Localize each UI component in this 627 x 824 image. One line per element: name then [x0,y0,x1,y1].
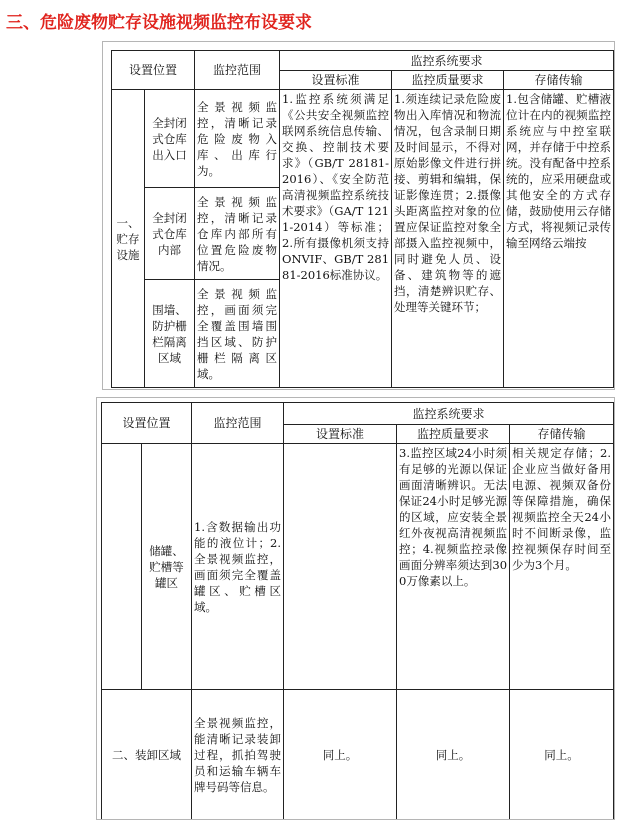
table1-row2-location: 全封闭式仓库内部 [145,188,195,280]
table2-header-position: 设置位置 [102,403,192,444]
table2-row2-storage: 同上。 [510,690,614,820]
table2-row2-scope: 全景视频监控，能清晰记录装卸过程，抓拍驾驶员和运输车辆车牌号码等信息。 [192,690,284,820]
table2-row1-quality: 3.监控区域24小时须有足够的光源以保证画面清晰辨识。无法保证24小时足够光源的区域，应安装全景红外夜视高清视频监控；4.视频监控录像画面分辨率须达到300万像素以上。 [397,444,510,690]
table2-row2-standard: 同上。 [284,690,397,820]
table1-group-label: 一、贮存设施 [112,90,145,388]
table2 [101,402,614,820]
table2-row1-storage: 相关规定存储；2.企业应当做好备用电源、视频双备份等保障措施，确保视频监控全天24小时不间断录像，监控视频保存时间至少为3个月。 [510,444,614,690]
table2-frame [96,397,615,820]
table2-header-requirements: 监控系统要求 [284,403,614,425]
table1-storage-text: 1.包含储罐、贮槽液位计在内的视频监控系统应与中控室联网，并存储于中控系统。没有配备中控系统的，应采用硬盘或其他安全的方式存储，鼓励使用云存储方式，将视频记录传输至网络云端按 [504,90,614,388]
table1-row3-scope: 全景视频监控，画面须完全覆盖围墙围挡区域、防护栅栏隔离区域。 [195,280,280,388]
table2-row2-quality: 同上。 [397,690,510,820]
table1-header-storage: 存储传输 [504,71,614,90]
table2-row2-location: 二、装卸区域 [102,690,192,820]
table2-row1-group-empty [102,444,142,690]
table2-header-standard: 设置标准 [284,425,397,444]
table1-header-position: 设置位置 [112,51,195,90]
table1-frame [102,41,615,390]
section-heading: 三、危险废物贮存设施视频监控布设要求 [6,13,312,33]
table2-row1-standard-empty [284,444,397,690]
table2-header-quality: 监控质量要求 [397,425,510,444]
table1-header-scope: 监控范围 [195,51,280,90]
table1-row1-location: 全封闭式仓库出入口 [145,90,195,188]
table1-quality-text: 1.须连续记录危险废物出入库情况和物流情况，包含录制日期及时间显示，不得对原始影像文件进行拼接、剪辑和编辑，保证影像连贯；2.摄像头距离监控对象的位置应保证监控对象全部摄入监控视频中，同时避免人员、设备、建筑物等的遮挡，清楚辨识贮存、处理等关键环节； [392,90,504,388]
table2-header-storage: 存储传输 [510,425,614,444]
table1-row2-scope: 全景视频监控，清晰记录仓库内部所有位置危险废物情况。 [195,188,280,280]
table2-row1-scope: 1.含数据输出功能的液位计；2.全景视频监控，画面须完全覆盖罐区、贮槽区域。 [192,444,284,690]
table2-header-scope: 监控范围 [192,403,284,444]
table1-standard-text: 1.监控系统须满足《公共安全视频监控联网系统信息传输、交换、控制技术要求》（GB/T 28181-2016）、《安全防范高清视频监控系统技术要求》（GA/T 1211-2014）等标准；2.所有摄像机须支持ONVIF、GB/T 28181-2016标准协议。 [280,90,392,388]
table1-row3-location: 围墙、防护栅栏隔离区域 [145,280,195,388]
table1-row1-scope: 全景视频监控，清晰记录危险废物入库、出库行为。 [195,90,280,188]
table2-row1-location: 储罐、贮槽等罐区 [142,444,192,690]
table1-header-quality: 监控质量要求 [392,71,504,90]
table1-header-requirements: 监控系统要求 [280,51,614,71]
table1-header-standard: 设置标准 [280,71,392,90]
table1 [111,50,614,388]
